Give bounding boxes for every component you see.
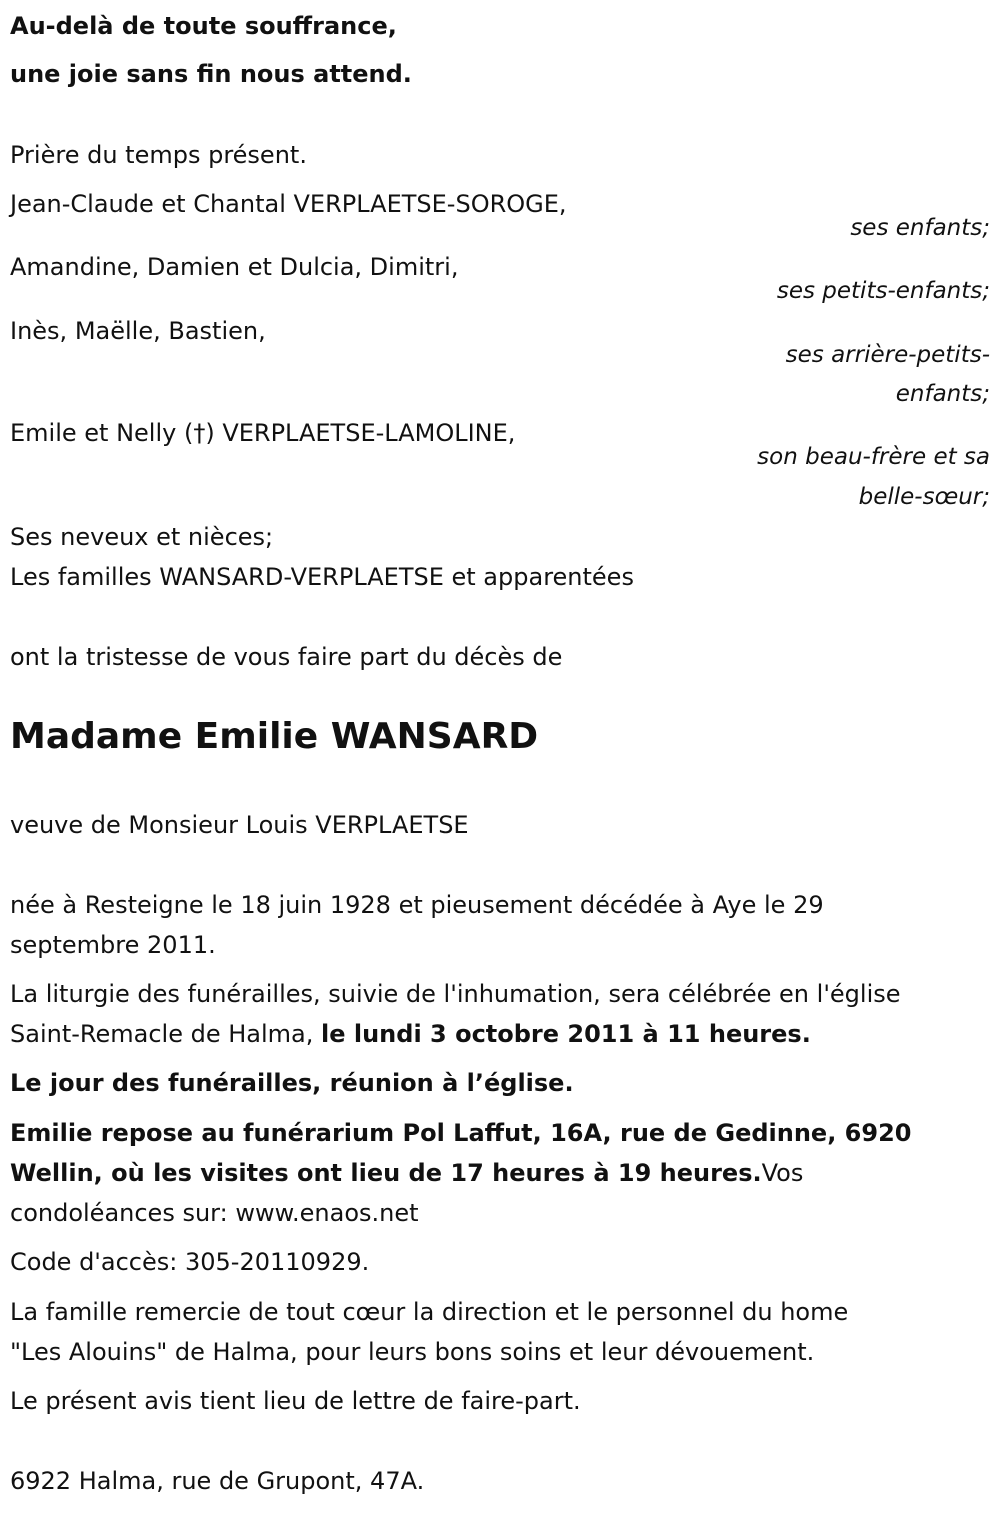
thanks-line-2: "Les Alouins" de Halma, pour leurs bons soins et leur dévouement. [10, 1338, 815, 1366]
birth-death-line-1: née à Resteigne le 18 juin 1928 et pieusement décédée à Aye le 29 [10, 891, 824, 919]
visits-line-2 [10, 1153, 803, 1193]
greatgrandchildren-relation-line-1: ses arrière-petits- [785, 342, 990, 368]
visits-line-1: Emilie repose au funérarium Pol Laffut, 16A, rue de Gedinne, 6920 [10, 1119, 912, 1147]
greatgrandchildren-relation-line-2: enfants; [895, 381, 990, 407]
widow-of-text: veuve de Monsieur Louis VERPLAETSE [10, 811, 469, 839]
grandchildren-names: Amandine, Damien et Dulcia, Dimitri, [10, 253, 459, 281]
condolences-text: condoléances sur: www.enaos.net [10, 1199, 419, 1227]
greatgrandchildren-names: Inès, Maëlle, Bastien, [10, 317, 266, 345]
children-names: Jean-Claude et Chantal VERPLAETSE-SOROGE, [10, 190, 567, 218]
inlaws-relation-line-2: belle-sœur; [858, 484, 990, 510]
liturgy-date: le lundi 3 octobre 2011 à 11 heures. [321, 1020, 811, 1048]
meeting-text: Le jour des funérailles, réunion à l’église. [10, 1069, 574, 1097]
motto-line-1: Au-delà de toute souffrance, [10, 12, 397, 40]
obituary-notice [10, 0, 990, 1517]
families-text: Les familles WANSARD-VERPLAETSE et apparentées [10, 563, 634, 591]
liturgy-line-1: La liturgie des funérailles, suivie de l'inhumation, sera célébrée en l'église [10, 980, 901, 1008]
inlaws-relation-line-1: son beau-frère et sa [757, 444, 990, 470]
announcement-text: ont la tristesse de vous faire part du décès de [10, 643, 563, 671]
access-code: Code d'accès: 305-20110929. [10, 1248, 370, 1276]
birth-death-line-2: septembre 2011. [10, 931, 216, 959]
liturgy-location: Saint-Remacle de Halma, [10, 1020, 321, 1048]
deceased-name: Madame Emilie WANSARD [10, 716, 539, 757]
nephews-text: Ses neveux et nièces; [10, 523, 274, 551]
visits-condolences-start: Vos [761, 1159, 804, 1187]
intro-text: Prière du temps présent. [10, 141, 307, 169]
liturgy-line-2 [10, 1014, 811, 1054]
grandchildren-relation: ses petits-enfants; [776, 278, 990, 304]
children-relation: ses enfants; [850, 215, 990, 241]
visits-hours: Wellin, où les visites ont lieu de 17 heures à 19 heures. [10, 1159, 762, 1187]
motto-line-2: une joie sans fin nous attend. [10, 60, 412, 88]
thanks-line-1: La famille remercie de tout cœur la direction et le personnel du home [10, 1298, 849, 1326]
inlaws-names: Emile et Nelly (†) VERPLAETSE-LAMOLINE, [10, 419, 516, 447]
notice-text: Le présent avis tient lieu de lettre de faire-part. [10, 1387, 581, 1415]
address-text: 6922 Halma, rue de Grupont, 47A. [10, 1467, 425, 1495]
